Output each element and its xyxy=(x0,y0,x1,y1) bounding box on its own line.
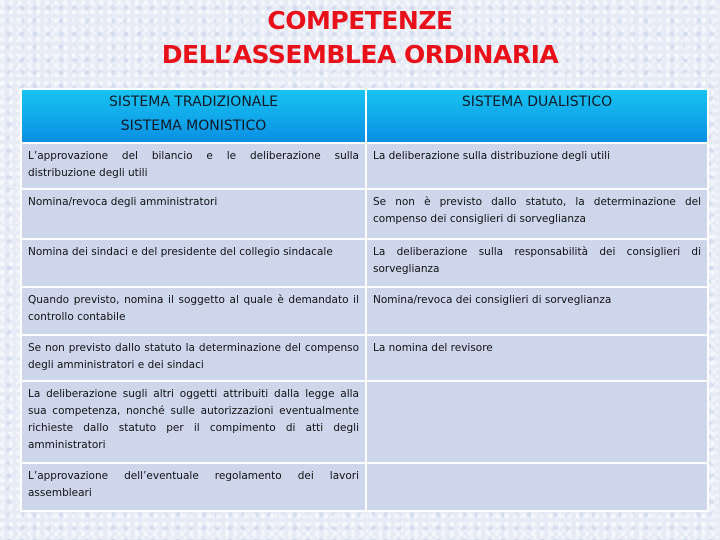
header-dualistic xyxy=(366,89,708,143)
table-header-row xyxy=(21,89,708,143)
cell-right xyxy=(366,381,708,463)
cell-left: L’approvazione del bilancio e le deliberazione sulla distribuzione degli utili xyxy=(21,143,366,189)
table-row xyxy=(21,335,708,381)
table-row xyxy=(21,287,708,335)
title-line-1: COMPETENZE xyxy=(267,6,453,35)
competences-table xyxy=(20,88,709,512)
cell-right: La nomina del revisore xyxy=(366,335,708,381)
cell-left: Quando previsto, nomina il soggetto al quale è demandato il controllo contabile xyxy=(21,287,366,335)
cell-right: Nomina/revoca dei consiglieri di sorveglianza xyxy=(366,287,708,335)
table-row xyxy=(21,143,708,189)
cell-right: Se non è previsto dallo statuto, la determinazione del compenso dei consiglieri di sorveglianza xyxy=(366,189,708,239)
cell-left: La deliberazione sugli altri oggetti attribuiti dalla legge alla sua competenza, nonché sulle autorizzazioni eventualmente richieste dallo statuto per il compimento di atti degli amministratori xyxy=(21,381,366,463)
cell-right: La deliberazione sulla responsabilità dei consiglieri di sorveglianza xyxy=(366,239,708,287)
cell-right xyxy=(366,463,708,511)
header-left-line-1: SISTEMA TRADIZIONALE xyxy=(108,94,279,110)
page-title xyxy=(0,4,720,72)
table-row xyxy=(21,463,708,511)
header-right-label: SISTEMA DUALISTICO xyxy=(461,94,613,110)
cell-left: Nomina dei sindaci e del presidente del collegio sindacale xyxy=(21,239,366,287)
table-row xyxy=(21,381,708,463)
header-traditional-monistic xyxy=(21,89,366,143)
cell-left: L’approvazione dell’eventuale regolamento dei lavori assembleari xyxy=(21,463,366,511)
cell-right: La deliberazione sulla distribuzione degli utili xyxy=(366,143,708,189)
table-row xyxy=(21,189,708,239)
cell-left: Se non previsto dallo statuto la determinazione del compenso degli amministratori e dei sindaci xyxy=(21,335,366,381)
header-left-line-2: SISTEMA MONISTICO xyxy=(120,118,267,134)
title-line-2: DELL’ASSEMBLEA ORDINARIA xyxy=(161,40,559,69)
table-row xyxy=(21,239,708,287)
cell-left: Nomina/revoca degli amministratori xyxy=(21,189,366,239)
